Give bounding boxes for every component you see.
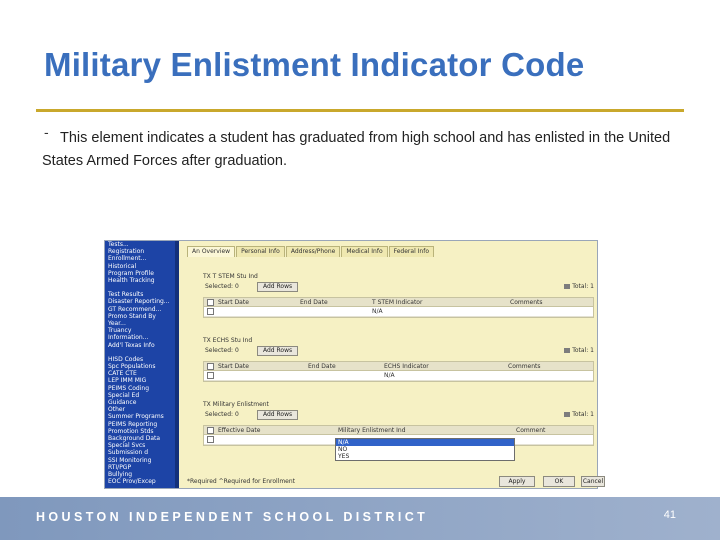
sidebar-item[interactable]: Promotion Stds [108, 427, 154, 435]
sidebar-item[interactable]: Historical [108, 262, 137, 270]
cancel-button[interactable]: Cancel [582, 478, 604, 485]
title-divider [36, 109, 684, 112]
row-checkbox[interactable] [207, 436, 214, 443]
sidebar-item[interactable]: Test Results [108, 291, 144, 299]
total-count: Total: 1 [564, 283, 594, 290]
sidebar-item[interactable]: PEIMS Reporting [108, 420, 158, 428]
required-legend: *Required ^Required for Enrollment [187, 478, 296, 485]
tab-address-phone[interactable]: Address/Phone [286, 246, 341, 257]
tab-medical-info[interactable]: Medical Info [341, 246, 387, 257]
dropdown-option[interactable]: N/A [336, 439, 514, 446]
section-tstem [201, 273, 597, 315]
sidebar-item[interactable]: Bullying [108, 471, 133, 479]
selected-count: Selected: 0 [205, 347, 239, 354]
sidebar-item[interactable]: Information... [108, 334, 149, 342]
sidebar-item[interactable]: Promo Stand By [108, 312, 156, 320]
print-icon[interactable] [564, 348, 570, 353]
sidebar-item[interactable]: Submission d [108, 449, 149, 457]
bullet-marker: - [44, 124, 49, 140]
print-icon[interactable] [564, 284, 570, 289]
grid-echs: Start Date End Date ECHS Indicator Comments N/A [203, 361, 594, 382]
sidebar-item[interactable]: HISD Codes [108, 355, 144, 363]
tab-strip [187, 246, 435, 257]
dropdown-option[interactable]: NO [338, 446, 348, 453]
sidebar-item[interactable]: Truancy [108, 327, 132, 335]
sidebar-item[interactable]: EOC Prov/Excep [108, 478, 156, 486]
sidebar-item[interactable]: PEIMS Coding [108, 384, 150, 392]
sidebar-item[interactable]: Health Tracking [108, 277, 155, 285]
sidebar-item[interactable]: Other [108, 406, 126, 414]
apply-button[interactable]: Apply [499, 476, 535, 487]
row-checkbox[interactable] [207, 372, 214, 379]
sidebar-item[interactable]: Registration [108, 248, 145, 256]
sidebar-item[interactable]: Summer Programs [108, 413, 164, 421]
select-all-checkbox[interactable] [207, 427, 214, 434]
table-row[interactable]: N/A [204, 307, 593, 317]
sidebar-item[interactable]: Spc Populations [108, 363, 156, 371]
section-military-enlistment [201, 401, 597, 434]
sidebar-nav [105, 241, 179, 488]
district-name: HOUSTON INDEPENDENT SCHOOL DISTRICT [36, 510, 429, 524]
print-icon[interactable] [564, 412, 570, 417]
selected-count: Selected: 0 [205, 283, 239, 290]
sidebar-item[interactable]: LEP IMM MIG [108, 377, 147, 385]
section-title: TX Military Enlistment [203, 401, 269, 408]
sidebar-item[interactable]: Tests... [108, 241, 129, 248]
select-all-checkbox[interactable] [207, 363, 214, 370]
slide-title: Military Enlistment Indicator Code [44, 46, 585, 83]
total-count: Total: 1 [564, 411, 594, 418]
sidebar-item[interactable]: Guidance [108, 399, 137, 407]
grid-tstem: Start Date End Date T STEM Indicator Comments N/A [203, 297, 594, 318]
slide-body-text: This element indicates a student has graduated from high school and has enlisted in the United States Armed Forces after graduation. [42, 130, 671, 169]
sidebar-item[interactable]: SSI Monitoring [108, 456, 152, 464]
sidebar-item[interactable]: Special Svcs [108, 442, 146, 450]
grid-military-enlistment: Effective Date Military Enlistment Ind Comment [203, 425, 594, 446]
sidebar-item[interactable]: Year... [108, 320, 126, 328]
sidebar-item[interactable]: Enrollment... [108, 255, 147, 263]
embedded-screenshot [104, 240, 604, 489]
sidebar-item[interactable]: Disaster Reporting... [108, 298, 170, 306]
add-rows-button[interactable]: Add Rows [257, 346, 298, 356]
tab-personal-info[interactable]: Personal Info [236, 246, 285, 257]
form-panel [179, 241, 604, 488]
sidebar-item[interactable]: Special Ed [108, 391, 140, 399]
select-all-checkbox[interactable] [207, 299, 214, 306]
footer-banner [0, 497, 720, 540]
tab-federal-info[interactable]: Federal Info [389, 246, 434, 257]
sidebar-item[interactable]: RTI/PGP [108, 463, 132, 471]
selected-count: Selected: 0 [205, 411, 239, 418]
sidebar-item[interactable]: Add'l Texas Info [108, 341, 155, 349]
section-title: TX ECHS Stu Ind [203, 337, 253, 344]
sidebar-item[interactable]: Program Profile [108, 269, 154, 277]
add-rows-button[interactable]: Add Rows [257, 282, 298, 292]
total-count: Total: 1 [564, 347, 594, 354]
dropdown-option[interactable]: YES [338, 453, 350, 460]
ok-button[interactable]: OK [543, 476, 575, 487]
page-number: 41 [663, 509, 676, 521]
sidebar-item[interactable]: Background Data [108, 435, 161, 443]
add-rows-button[interactable]: Add Rows [257, 410, 298, 420]
row-checkbox[interactable] [207, 308, 214, 315]
military-enlistment-dropdown[interactable] [335, 438, 515, 461]
sidebar-item[interactable]: GT Recommend... [108, 305, 162, 313]
table-row[interactable]: N/A [204, 371, 593, 381]
section-title: TX T STEM Stu Ind [203, 273, 258, 280]
tab-overview[interactable]: An Overview [187, 246, 235, 257]
section-echs [201, 337, 597, 379]
sidebar-item[interactable]: CATE CTE [108, 370, 137, 378]
form-footer [183, 476, 604, 488]
